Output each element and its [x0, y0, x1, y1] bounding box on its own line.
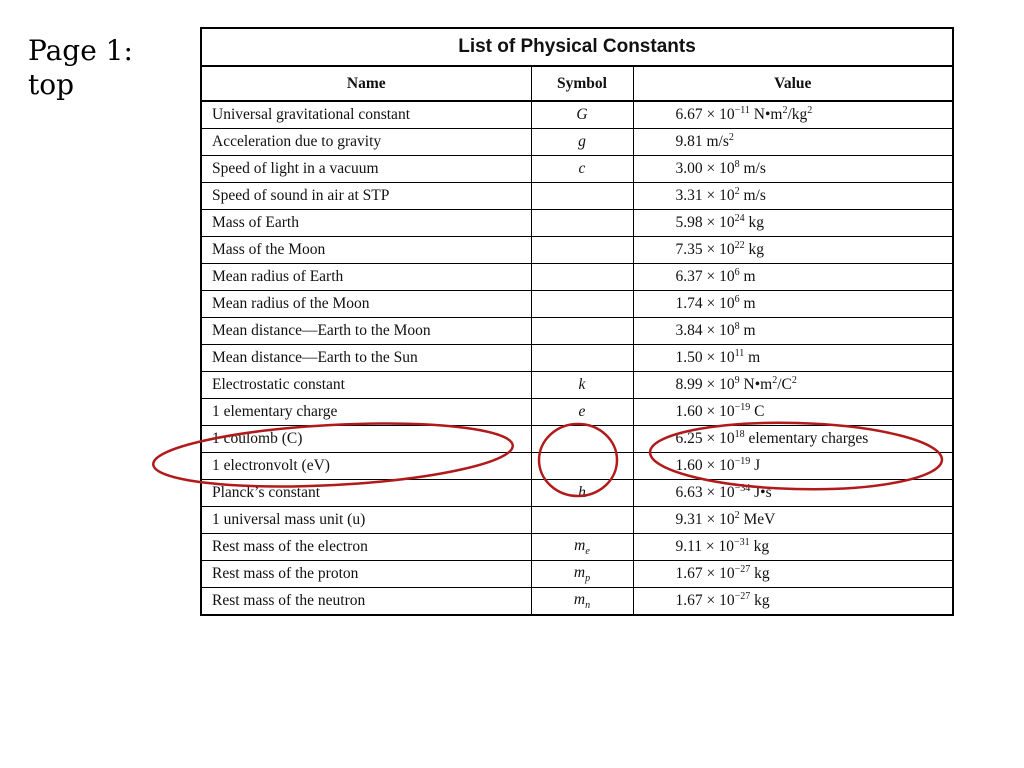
constant-value: $6.37 \times 10^6$ m [633, 264, 953, 291]
table-row [201, 534, 953, 561]
constant-symbol [531, 426, 633, 453]
header-symbol: Symbol [531, 66, 633, 101]
constant-value: $6.67 \times 10^{-11}$ $N•m^2/kg^2$ [633, 101, 953, 129]
table-row [201, 318, 953, 345]
table-row [201, 264, 953, 291]
constant-name: Electrostatic constant [201, 372, 531, 399]
constant-name: Rest mass of the neutron [201, 588, 531, 616]
constant-value: $6.63 \times 10^{-34}$ J•s [633, 480, 953, 507]
header-value: Value [633, 66, 953, 101]
table-title: List of Physical Constants [200, 27, 954, 65]
constant-symbol [531, 399, 633, 426]
constant-name: Rest mass of the proton [201, 561, 531, 588]
table-row [201, 372, 953, 399]
constant-symbol [531, 291, 633, 318]
constant-value: $9.31 \times 10^2$ MeV [633, 507, 953, 534]
symbol-subscript: p [585, 573, 591, 585]
constant-value: $1.67 \times 10^{-27}$ kg [633, 588, 953, 616]
constant-symbol [531, 561, 633, 588]
table-row [201, 183, 953, 210]
table-row [201, 129, 953, 156]
constant-symbol [531, 480, 633, 507]
constant-value: $3.31 \times 10^2$ m/s [633, 183, 953, 210]
page-label-line2: top [28, 68, 75, 101]
constant-name: 1 elementary charge [201, 399, 531, 426]
constant-name: Mean distance—Earth to the Sun [201, 345, 531, 372]
constant-name: 1 coulomb (C) [201, 426, 531, 453]
table-row [201, 480, 953, 507]
constant-symbol [531, 210, 633, 237]
header-name: Name [201, 66, 531, 101]
symbol-subscript: n [585, 600, 591, 612]
table-row [201, 426, 953, 453]
constant-symbol [531, 453, 633, 480]
constant-value: $7.35 \times 10^{22}$ kg [633, 237, 953, 264]
constant-symbol [531, 183, 633, 210]
constant-name: Acceleration due to gravity [201, 129, 531, 156]
constant-name: 1 universal mass unit (u) [201, 507, 531, 534]
constant-value: 9.81 $m/s^2$ [633, 129, 953, 156]
constant-name: Universal gravitational constant [201, 101, 531, 129]
constant-name: Planck’s constant [201, 480, 531, 507]
symbol-letter: h [578, 484, 586, 501]
constant-symbol [531, 237, 633, 264]
table-row [201, 588, 953, 616]
constant-name: Speed of sound in air at STP [201, 183, 531, 210]
constant-name: Mean radius of the Moon [201, 291, 531, 318]
constant-value: $9.11 \times 10^{-31}$ kg [633, 534, 953, 561]
table-row [201, 210, 953, 237]
constant-symbol [531, 101, 633, 129]
symbol-letter: m [574, 536, 586, 554]
symbol-letter: g [578, 133, 586, 150]
constant-symbol [531, 507, 633, 534]
constant-value: $1.60 \times 10^{-19}$ J [633, 453, 953, 480]
page-label [28, 34, 133, 102]
table-row [201, 291, 953, 318]
symbol-subscript: e [585, 546, 590, 558]
constant-name: Mass of the Moon [201, 237, 531, 264]
constant-symbol [531, 345, 633, 372]
constant-symbol [531, 534, 633, 561]
constant-value: $3.84 \times 10^8$ m [633, 318, 953, 345]
table-row [201, 507, 953, 534]
constant-value: $1.67 \times 10^{-27}$ kg [633, 561, 953, 588]
constant-value: $5.98 \times 10^{24}$ kg [633, 210, 953, 237]
table-row [201, 453, 953, 480]
constant-name: Mean radius of Earth [201, 264, 531, 291]
symbol-letter: e [578, 403, 586, 420]
table-row [201, 561, 953, 588]
constant-name: 1 electronvolt (eV) [201, 453, 531, 480]
constant-value: $1.60 \times 10^{-19}$ C [633, 399, 953, 426]
symbol-letter: G [576, 106, 588, 123]
table-row [201, 156, 953, 183]
symbol-letter: k [578, 376, 586, 393]
table-row [201, 399, 953, 426]
constant-name: Mass of Earth [201, 210, 531, 237]
table-row [201, 101, 953, 129]
constant-symbol [531, 264, 633, 291]
constant-value: $8.99 \times 10^9$ $N•m^2/C^2$ [633, 372, 953, 399]
constant-value: $6.25 \times 10^{18}$ elementary charges [633, 426, 953, 453]
constant-name: Mean distance—Earth to the Moon [201, 318, 531, 345]
constant-value: $3.00 \times 10^8$ m/s [633, 156, 953, 183]
symbol-letter: m [573, 590, 586, 608]
constant-symbol [531, 588, 633, 616]
physical-constants-table [200, 27, 954, 616]
constant-symbol [531, 372, 633, 399]
constant-value: $1.74 \times 10^6$ m [633, 291, 953, 318]
table-row [201, 345, 953, 372]
table-row [201, 237, 953, 264]
constant-symbol [531, 318, 633, 345]
constant-name: Speed of light in a vacuum [201, 156, 531, 183]
constant-value: $1.50 \times 10^{11}$ m [633, 345, 953, 372]
page-label-line1: Page 1: [28, 34, 133, 67]
constant-name: Rest mass of the electron [201, 534, 531, 561]
header-row [201, 66, 953, 101]
symbol-letter: c [578, 160, 586, 177]
symbol-letter: m [573, 563, 586, 581]
constant-symbol [531, 156, 633, 183]
constant-symbol [531, 129, 633, 156]
